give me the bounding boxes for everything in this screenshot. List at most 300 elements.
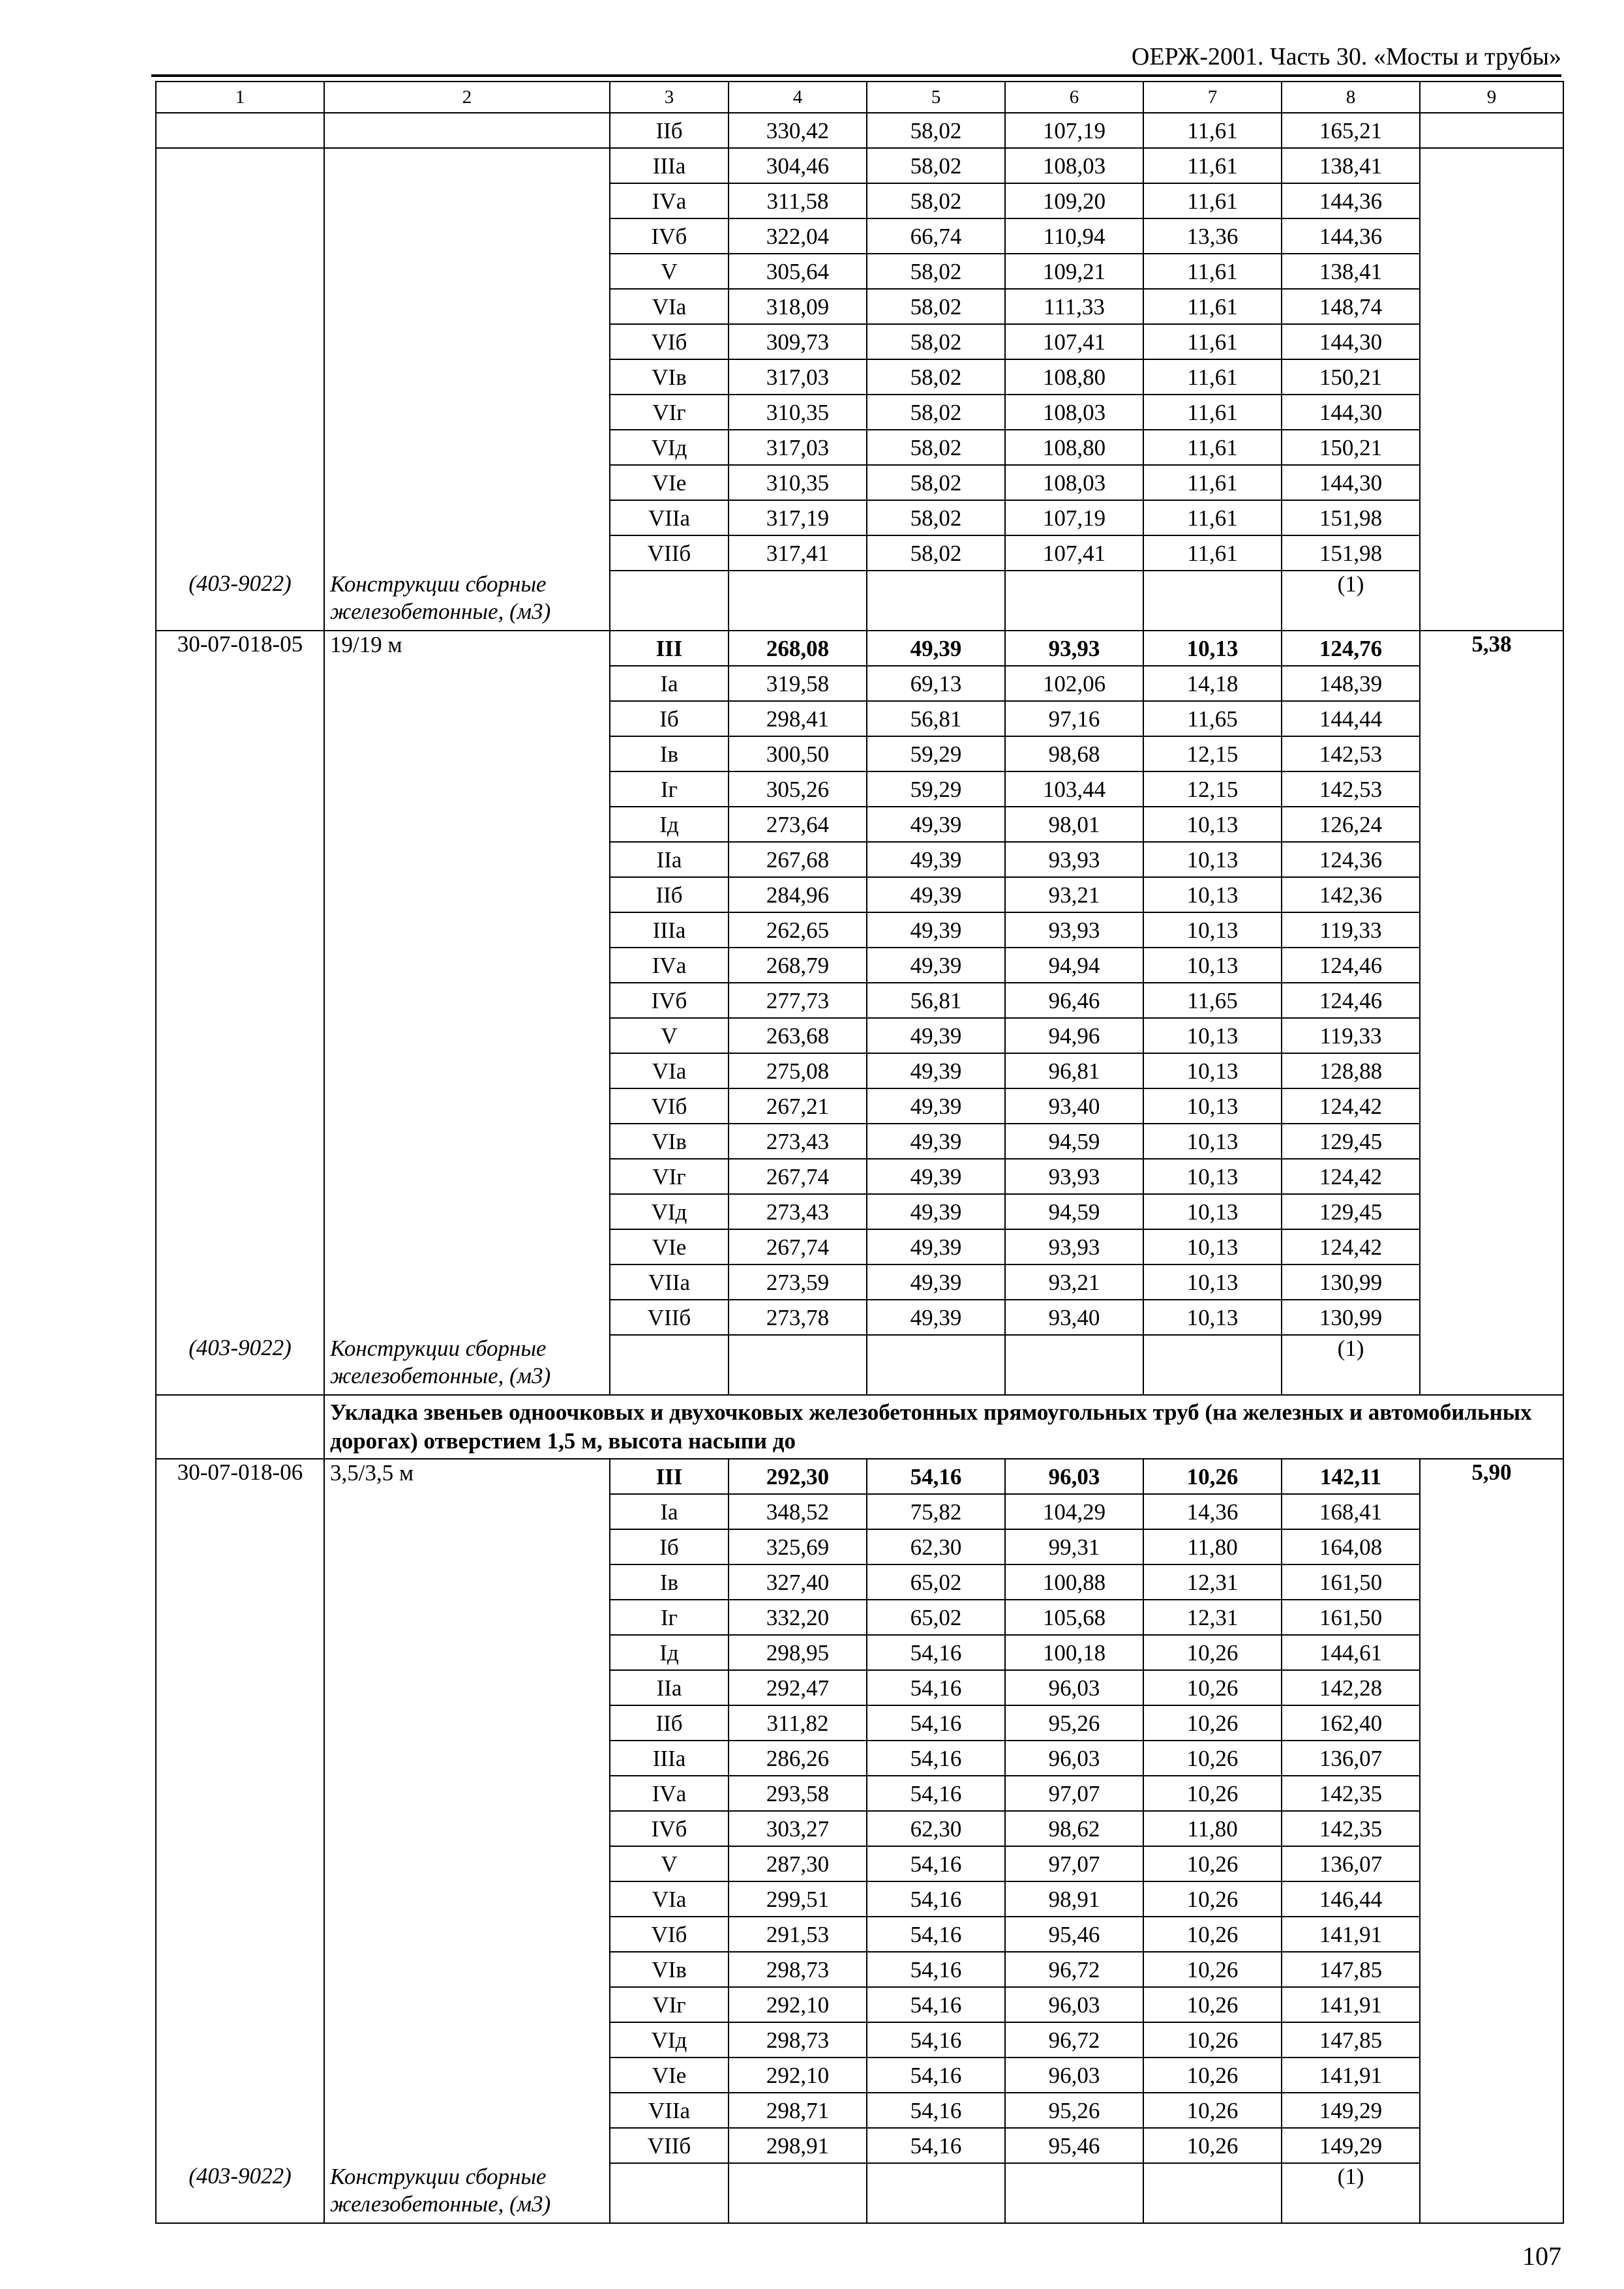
table-cell bbox=[1420, 1194, 1563, 1229]
rate-row bbox=[156, 289, 1563, 324]
value-cell: 54,16 bbox=[867, 1459, 1005, 1494]
rate-row bbox=[156, 1564, 1563, 1600]
value-cell: 267,74 bbox=[729, 1159, 867, 1194]
value-cell: 49,39 bbox=[867, 1124, 1005, 1159]
region-cell: VIд bbox=[610, 2022, 729, 2057]
value-cell: 94,59 bbox=[1005, 1124, 1143, 1159]
value-cell: 138,41 bbox=[1282, 148, 1420, 183]
table-cell bbox=[324, 1776, 610, 1811]
value-cell: 97,07 bbox=[1005, 1776, 1143, 1811]
table-cell bbox=[324, 1124, 610, 1159]
value-cell: 10,26 bbox=[1143, 2093, 1282, 2128]
table-cell bbox=[1143, 571, 1282, 631]
value-cell: 144,61 bbox=[1282, 1635, 1420, 1670]
value-cell: 144,30 bbox=[1282, 324, 1420, 359]
value-cell: 142,35 bbox=[1282, 1776, 1420, 1811]
value-cell: 111,33 bbox=[1005, 289, 1143, 324]
table-cell bbox=[1420, 701, 1563, 736]
value-cell: 97,07 bbox=[1005, 1846, 1143, 1881]
value-cell: 96,03 bbox=[1005, 1459, 1143, 1494]
table-cell bbox=[156, 359, 324, 395]
table-cell bbox=[1420, 1300, 1563, 1335]
table-cell bbox=[324, 1952, 610, 1987]
resource-code: (403-9022) bbox=[156, 2163, 324, 2223]
rate-row bbox=[156, 1124, 1563, 1159]
page-number: 107 bbox=[1522, 2241, 1561, 2271]
rate-row bbox=[156, 148, 1563, 183]
table-cell bbox=[156, 1300, 324, 1335]
value-cell: 49,39 bbox=[867, 1229, 1005, 1264]
table-cell bbox=[156, 1194, 324, 1229]
region-cell: IIб bbox=[610, 113, 729, 148]
value-cell: 58,02 bbox=[867, 359, 1005, 395]
value-cell: 10,26 bbox=[1143, 1917, 1282, 1952]
table-cell bbox=[324, 254, 610, 289]
value-cell: 13,36 bbox=[1143, 218, 1282, 254]
value-cell: 268,08 bbox=[729, 631, 867, 666]
value-cell: 94,96 bbox=[1005, 1018, 1143, 1053]
table-cell bbox=[1420, 877, 1563, 912]
value-cell: 109,20 bbox=[1005, 183, 1143, 218]
table-cell bbox=[156, 1395, 324, 1459]
table-cell bbox=[324, 183, 610, 218]
table-cell bbox=[324, 912, 610, 948]
table-cell bbox=[1420, 1917, 1563, 1952]
value-cell: 93,21 bbox=[1005, 877, 1143, 912]
region-cell: VIб bbox=[610, 1088, 729, 1124]
value-cell: 108,03 bbox=[1005, 148, 1143, 183]
value-cell: 286,26 bbox=[729, 1741, 867, 1776]
rate-row bbox=[156, 736, 1563, 771]
value-cell: 142,35 bbox=[1282, 1811, 1420, 1846]
value-cell: 317,19 bbox=[729, 500, 867, 535]
rate-name: 3,5/3,5 м bbox=[324, 1459, 610, 1494]
value-cell: 58,02 bbox=[867, 500, 1005, 535]
value-cell: 10,13 bbox=[1143, 842, 1282, 877]
value-cell: 58,02 bbox=[867, 535, 1005, 571]
value-cell: 10,26 bbox=[1143, 1635, 1282, 1670]
table-cell bbox=[1420, 1635, 1563, 1670]
table-cell bbox=[1420, 2128, 1563, 2163]
value-cell: 126,24 bbox=[1282, 807, 1420, 842]
value-cell: 96,03 bbox=[1005, 1987, 1143, 2022]
value-cell: 58,02 bbox=[867, 148, 1005, 183]
value-cell: 62,30 bbox=[867, 1811, 1005, 1846]
rate-row bbox=[156, 324, 1563, 359]
value-cell: 104,29 bbox=[1005, 1494, 1143, 1529]
table-cell bbox=[324, 983, 610, 1018]
value-cell: 317,41 bbox=[729, 535, 867, 571]
value-cell: 151,98 bbox=[1282, 535, 1420, 571]
rate-row bbox=[156, 666, 1563, 701]
value-cell: 54,16 bbox=[867, 1670, 1005, 1705]
rate-row bbox=[156, 1776, 1563, 1811]
table-cell bbox=[324, 666, 610, 701]
table-cell bbox=[324, 842, 610, 877]
value-cell: 108,80 bbox=[1005, 359, 1143, 395]
rate-row-primary bbox=[156, 1459, 1563, 1494]
rate-row bbox=[156, 1811, 1563, 1846]
table-cell bbox=[1420, 1264, 1563, 1300]
table-cell bbox=[867, 571, 1005, 631]
value-cell: 10,13 bbox=[1143, 631, 1282, 666]
rate-row bbox=[156, 1705, 1563, 1741]
region-cell: IIб bbox=[610, 877, 729, 912]
value-cell: 10,26 bbox=[1143, 2128, 1282, 2163]
value-cell: 49,39 bbox=[867, 912, 1005, 948]
rate-row bbox=[156, 2022, 1563, 2057]
value-cell: 96,03 bbox=[1005, 1670, 1143, 1705]
table-cell bbox=[1420, 983, 1563, 1018]
rate-row bbox=[156, 465, 1563, 500]
table-cell bbox=[1143, 1335, 1282, 1395]
value-cell: 56,81 bbox=[867, 983, 1005, 1018]
table-cell bbox=[1420, 666, 1563, 701]
value-cell: 54,16 bbox=[867, 1846, 1005, 1881]
value-cell: 11,61 bbox=[1143, 465, 1282, 500]
table-cell bbox=[156, 1088, 324, 1124]
table-cell bbox=[156, 2057, 324, 2093]
region-cell: VIIа bbox=[610, 2093, 729, 2128]
table-cell bbox=[156, 430, 324, 465]
value-cell: 93,40 bbox=[1005, 1300, 1143, 1335]
region-cell: VIд bbox=[610, 1194, 729, 1229]
value-cell: 109,21 bbox=[1005, 254, 1143, 289]
value-cell: 93,21 bbox=[1005, 1264, 1143, 1300]
value-cell: 161,50 bbox=[1282, 1600, 1420, 1635]
value-cell: 165,21 bbox=[1282, 113, 1420, 148]
value-cell: 54,16 bbox=[867, 1741, 1005, 1776]
value-cell: 10,26 bbox=[1143, 1670, 1282, 1705]
value-cell: 100,18 bbox=[1005, 1635, 1143, 1670]
table-cell bbox=[324, 148, 610, 183]
value-cell: 10,13 bbox=[1143, 1018, 1282, 1053]
value-cell: 49,39 bbox=[867, 1194, 1005, 1229]
rate-row bbox=[156, 535, 1563, 571]
table-cell bbox=[1005, 571, 1143, 631]
value-cell: 162,40 bbox=[1282, 1705, 1420, 1741]
value-cell: 150,21 bbox=[1282, 430, 1420, 465]
rate-row bbox=[156, 1264, 1563, 1300]
table-cell bbox=[156, 842, 324, 877]
value-cell: 93,93 bbox=[1005, 631, 1143, 666]
rate-row bbox=[156, 113, 1563, 148]
value-cell: 311,58 bbox=[729, 183, 867, 218]
table-cell bbox=[156, 218, 324, 254]
region-cell: VIг bbox=[610, 395, 729, 430]
value-cell: 124,46 bbox=[1282, 983, 1420, 1018]
value-cell: 309,73 bbox=[729, 324, 867, 359]
value-cell: 65,02 bbox=[867, 1564, 1005, 1600]
region-cell: VIIб bbox=[610, 535, 729, 571]
value-cell: 11,61 bbox=[1143, 113, 1282, 148]
value-cell: 268,79 bbox=[729, 948, 867, 983]
value-cell: 10,26 bbox=[1143, 1705, 1282, 1741]
region-cell: VIв bbox=[610, 1124, 729, 1159]
value-cell: 10,13 bbox=[1143, 807, 1282, 842]
table-cell bbox=[156, 1776, 324, 1811]
value-cell: 49,39 bbox=[867, 1264, 1005, 1300]
rate-row bbox=[156, 771, 1563, 807]
value-cell: 12,15 bbox=[1143, 736, 1282, 771]
resource-name: Конструкции сборные железобетонные, (м3) bbox=[324, 1335, 610, 1395]
rate-row bbox=[156, 1846, 1563, 1881]
rate-row bbox=[156, 1494, 1563, 1529]
value-cell: 54,16 bbox=[867, 2093, 1005, 2128]
value-cell: 102,06 bbox=[1005, 666, 1143, 701]
table-cell bbox=[324, 1494, 610, 1529]
table-cell bbox=[1420, 324, 1563, 359]
value-cell: 11,61 bbox=[1143, 430, 1282, 465]
table-cell bbox=[324, 1705, 610, 1741]
table-cell bbox=[1420, 842, 1563, 877]
table-cell bbox=[1420, 1564, 1563, 1600]
table-cell bbox=[324, 500, 610, 535]
rate-row bbox=[156, 359, 1563, 395]
table-cell bbox=[1420, 736, 1563, 771]
value-cell: 107,41 bbox=[1005, 535, 1143, 571]
value-cell: 142,36 bbox=[1282, 877, 1420, 912]
value-cell: 147,85 bbox=[1282, 2022, 1420, 2057]
value-cell: 49,39 bbox=[867, 807, 1005, 842]
resource-row bbox=[156, 2163, 1563, 2223]
value-cell: 54,16 bbox=[867, 1987, 1005, 2022]
region-cell: IVб bbox=[610, 218, 729, 254]
region-cell: VIIб bbox=[610, 1300, 729, 1335]
value-cell: 310,35 bbox=[729, 395, 867, 430]
column-number-cell: 8 bbox=[1282, 82, 1420, 113]
value-cell: 305,64 bbox=[729, 254, 867, 289]
table-cell bbox=[610, 571, 729, 631]
rate-row bbox=[156, 842, 1563, 877]
table-cell bbox=[1420, 807, 1563, 842]
value-cell: 130,99 bbox=[1282, 1300, 1420, 1335]
rate-code: 30-07-018-06 bbox=[156, 1459, 324, 1494]
value-cell: 298,41 bbox=[729, 701, 867, 736]
value-cell: 10,13 bbox=[1143, 948, 1282, 983]
rate-row bbox=[156, 183, 1563, 218]
value-cell: 110,94 bbox=[1005, 218, 1143, 254]
value-cell: 54,16 bbox=[867, 2128, 1005, 2163]
region-cell: VIе bbox=[610, 465, 729, 500]
value-cell: 10,13 bbox=[1143, 1088, 1282, 1124]
table-cell bbox=[324, 1811, 610, 1846]
table-cell bbox=[324, 701, 610, 736]
value-cell: 322,04 bbox=[729, 218, 867, 254]
value-cell: 95,46 bbox=[1005, 1917, 1143, 1952]
rate-row bbox=[156, 1018, 1563, 1053]
region-cell: Iб bbox=[610, 701, 729, 736]
value-cell: 10,26 bbox=[1143, 1459, 1282, 1494]
value-cell: 11,65 bbox=[1143, 701, 1282, 736]
rate-row bbox=[156, 912, 1563, 948]
table-cell bbox=[156, 1564, 324, 1600]
table-cell bbox=[610, 2163, 729, 2223]
column-number-cell: 4 bbox=[729, 82, 867, 113]
region-cell: VIIа bbox=[610, 1264, 729, 1300]
rate-row bbox=[156, 1159, 1563, 1194]
column-number-cell: 6 bbox=[1005, 82, 1143, 113]
rate-row bbox=[156, 1952, 1563, 1987]
table-cell bbox=[1420, 535, 1563, 571]
value-cell: 49,39 bbox=[867, 631, 1005, 666]
value-cell: 10,13 bbox=[1143, 1194, 1282, 1229]
value-cell: 56,81 bbox=[867, 701, 1005, 736]
value-cell: 11,61 bbox=[1143, 289, 1282, 324]
value-cell: 303,27 bbox=[729, 1811, 867, 1846]
value-cell: 10,26 bbox=[1143, 1987, 1282, 2022]
value-cell: 146,44 bbox=[1282, 1881, 1420, 1917]
rate-row bbox=[156, 1917, 1563, 1952]
column-number-row bbox=[156, 82, 1563, 113]
region-cell: Iд bbox=[610, 807, 729, 842]
col9-cell bbox=[1420, 113, 1563, 148]
region-cell: VIг bbox=[610, 1987, 729, 2022]
section-heading: Укладка звеньев одноочковых и двухочковых железобетонных прямоугольных труб (на железных и автомобильных дорогах) отверстием 1,5 м, высота насыпи до bbox=[324, 1395, 1563, 1459]
table-cell bbox=[156, 1053, 324, 1088]
value-cell: 142,11 bbox=[1282, 1459, 1420, 1494]
value-cell: 144,30 bbox=[1282, 465, 1420, 500]
value-cell: 10,26 bbox=[1143, 1881, 1282, 1917]
table-cell bbox=[156, 289, 324, 324]
region-cell: Iб bbox=[610, 1529, 729, 1564]
value-cell: 142,28 bbox=[1282, 1670, 1420, 1705]
value-cell: 311,82 bbox=[729, 1705, 867, 1741]
resource-row bbox=[156, 1335, 1563, 1395]
region-cell: IIа bbox=[610, 842, 729, 877]
table-cell bbox=[156, 1987, 324, 2022]
table-cell bbox=[1005, 2163, 1143, 2223]
value-cell: 11,61 bbox=[1143, 359, 1282, 395]
region-cell: VIб bbox=[610, 1917, 729, 1952]
value-cell: 98,62 bbox=[1005, 1811, 1143, 1846]
value-cell: 99,31 bbox=[1005, 1529, 1143, 1564]
table-cell bbox=[156, 771, 324, 807]
table-cell bbox=[1420, 1335, 1563, 1395]
rate-row bbox=[156, 1194, 1563, 1229]
table-cell bbox=[324, 1229, 610, 1264]
region-cell: IVа bbox=[610, 1776, 729, 1811]
table-cell bbox=[156, 1670, 324, 1705]
rate-row bbox=[156, 500, 1563, 535]
table-cell bbox=[1420, 1670, 1563, 1705]
table-cell bbox=[156, 736, 324, 771]
rate-row bbox=[156, 2057, 1563, 2093]
col9-cell: 5,90 bbox=[1420, 1459, 1563, 1494]
table-cell bbox=[324, 1670, 610, 1705]
table-cell bbox=[324, 2093, 610, 2128]
table-cell bbox=[1420, 1229, 1563, 1264]
value-cell: 148,39 bbox=[1282, 666, 1420, 701]
table-cell bbox=[156, 807, 324, 842]
rate-row bbox=[156, 1600, 1563, 1635]
table-cell bbox=[324, 1635, 610, 1670]
table-cell bbox=[729, 1335, 867, 1395]
value-cell: 310,35 bbox=[729, 465, 867, 500]
table-cell bbox=[1420, 1018, 1563, 1053]
value-cell: 124,42 bbox=[1282, 1088, 1420, 1124]
rate-row bbox=[156, 1053, 1563, 1088]
table-cell bbox=[156, 1917, 324, 1952]
value-cell: 107,19 bbox=[1005, 113, 1143, 148]
value-cell: 144,36 bbox=[1282, 218, 1420, 254]
table-cell bbox=[324, 1264, 610, 1300]
value-cell: 129,45 bbox=[1282, 1194, 1420, 1229]
table-cell bbox=[324, 324, 610, 359]
value-cell: 142,53 bbox=[1282, 736, 1420, 771]
value-cell: 348,52 bbox=[729, 1494, 867, 1529]
region-cell: V bbox=[610, 1846, 729, 1881]
value-cell: 54,16 bbox=[867, 2057, 1005, 2093]
table-cell bbox=[1420, 1952, 1563, 1987]
value-cell: 136,07 bbox=[1282, 1741, 1420, 1776]
table-cell bbox=[1420, 1811, 1563, 1846]
region-cell: III bbox=[610, 1459, 729, 1494]
table-cell bbox=[324, 465, 610, 500]
table-cell bbox=[156, 1881, 324, 1917]
value-cell: 14,36 bbox=[1143, 1494, 1282, 1529]
value-cell: 98,68 bbox=[1005, 736, 1143, 771]
table-cell bbox=[156, 1159, 324, 1194]
value-cell: 49,39 bbox=[867, 1300, 1005, 1335]
value-cell: 10,26 bbox=[1143, 1776, 1282, 1811]
value-cell: 11,61 bbox=[1143, 183, 1282, 218]
value-cell: 10,26 bbox=[1143, 2022, 1282, 2057]
table-cell bbox=[1420, 948, 1563, 983]
value-cell: 11,61 bbox=[1143, 254, 1282, 289]
value-cell: 10,26 bbox=[1143, 1952, 1282, 1987]
value-cell: 93,93 bbox=[1005, 912, 1143, 948]
table-cell bbox=[1420, 1741, 1563, 1776]
column-number-cell: 1 bbox=[156, 82, 324, 113]
table-cell bbox=[1420, 2093, 1563, 2128]
table-cell bbox=[1420, 1494, 1563, 1529]
value-cell: 275,08 bbox=[729, 1053, 867, 1088]
running-header: ОЕРЖ-2001. Часть 30. «Мосты и трубы» bbox=[1131, 43, 1561, 70]
value-cell: 300,50 bbox=[729, 736, 867, 771]
value-cell: 10,13 bbox=[1143, 1124, 1282, 1159]
region-cell: Iа bbox=[610, 666, 729, 701]
value-cell: 96,72 bbox=[1005, 1952, 1143, 1987]
value-cell: 273,43 bbox=[729, 1124, 867, 1159]
rate-code bbox=[156, 113, 324, 148]
table-cell bbox=[156, 254, 324, 289]
table-cell bbox=[156, 324, 324, 359]
table-cell bbox=[324, 771, 610, 807]
region-cell: Iв bbox=[610, 1564, 729, 1600]
table-cell bbox=[156, 912, 324, 948]
table-cell bbox=[324, 2022, 610, 2057]
value-cell: 108,80 bbox=[1005, 430, 1143, 465]
rate-row bbox=[156, 701, 1563, 736]
table-cell bbox=[324, 1194, 610, 1229]
value-cell: 129,45 bbox=[1282, 1124, 1420, 1159]
table-cell bbox=[324, 736, 610, 771]
value-cell: 292,47 bbox=[729, 1670, 867, 1705]
table-cell bbox=[156, 2093, 324, 2128]
value-cell: 105,68 bbox=[1005, 1600, 1143, 1635]
value-cell: 124,42 bbox=[1282, 1229, 1420, 1264]
table-cell bbox=[324, 1159, 610, 1194]
region-cell: V bbox=[610, 254, 729, 289]
value-cell: 168,41 bbox=[1282, 1494, 1420, 1529]
table-cell bbox=[324, 395, 610, 430]
value-cell: 11,61 bbox=[1143, 148, 1282, 183]
column-number-cell: 9 bbox=[1420, 82, 1563, 113]
value-cell: 277,73 bbox=[729, 983, 867, 1018]
value-cell: 95,26 bbox=[1005, 1705, 1143, 1741]
table-cell bbox=[1420, 2163, 1563, 2223]
